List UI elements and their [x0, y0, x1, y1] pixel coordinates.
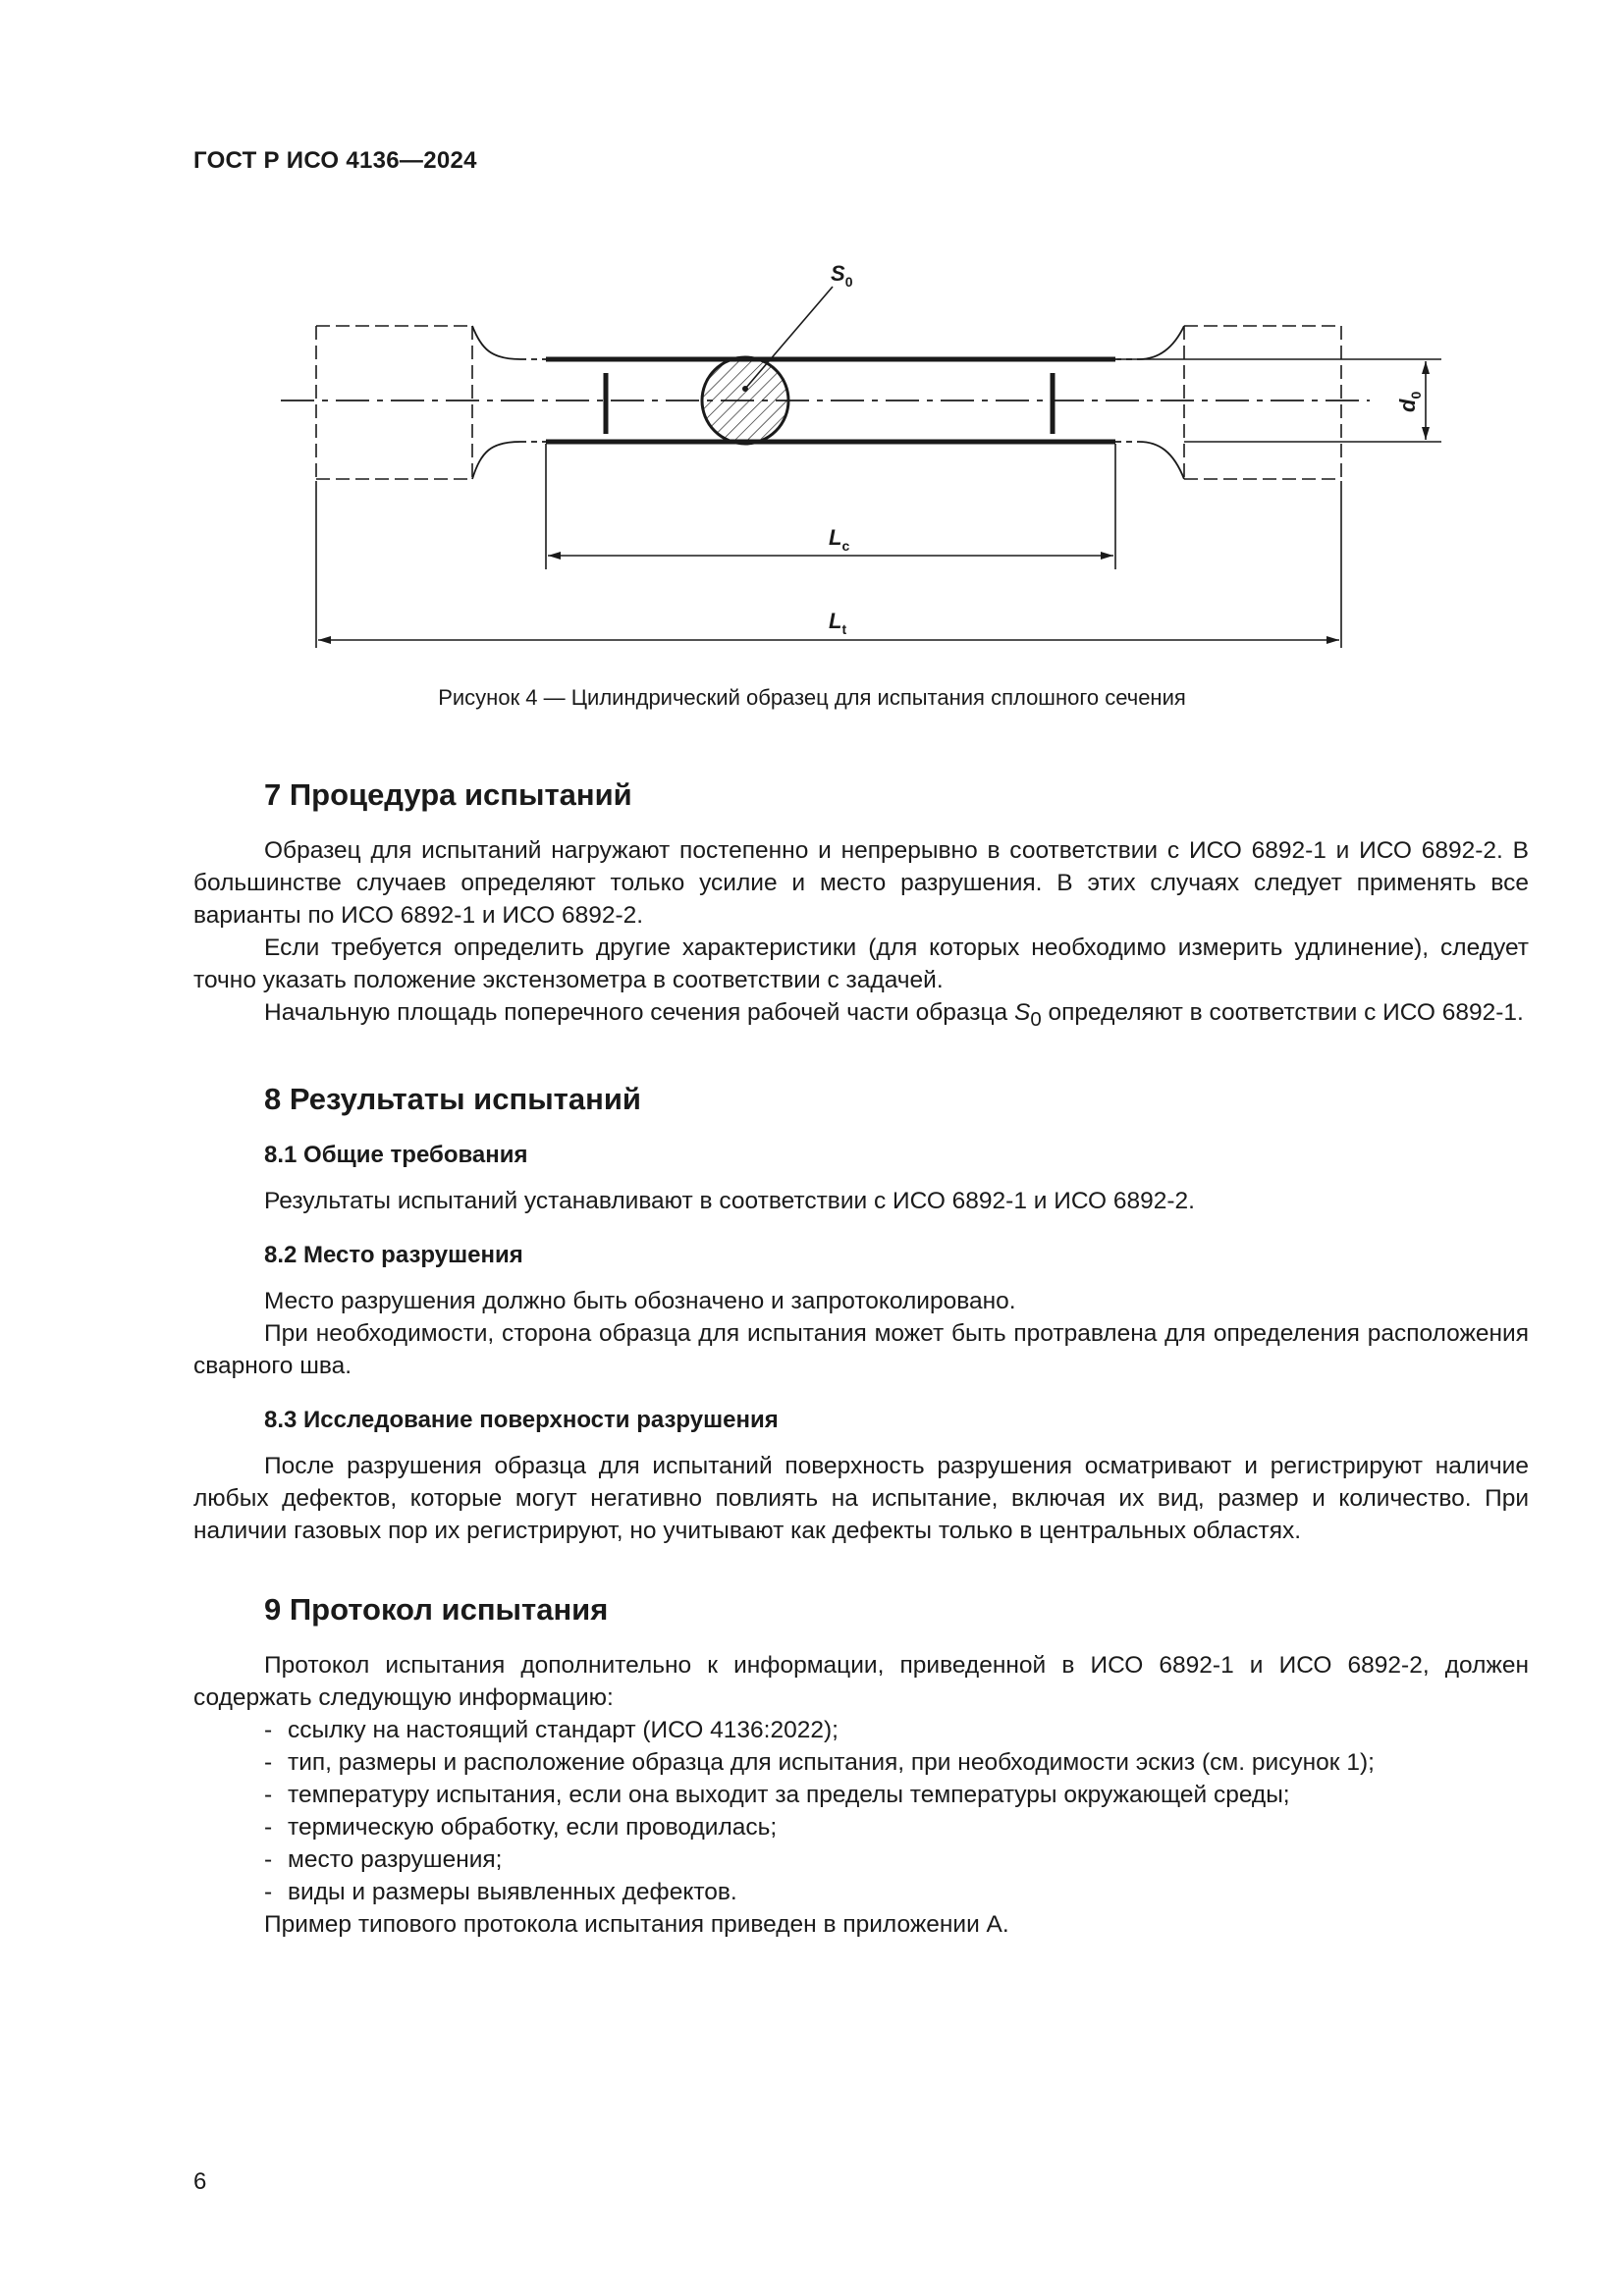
page-header: ГОСТ Р ИСО 4136—2024: [193, 147, 477, 174]
specimen-figure: [0, 245, 1624, 658]
section-8-2-paragraph-2: При необходимости, сторона образца для испытания может быть протравлена для определения расположения сварного шва.: [193, 1319, 1529, 1379]
section-9-intro: Протокол испытания дополнительно к информации, приведенной в ИСО 6892-1 и ИСО 6892-2, должен содержать следующую информацию:: [193, 1651, 1529, 1711]
lc-label: $L_c$: [829, 525, 850, 554]
list-item: - ссылку на настоящий стандарт (ИСО 4136:2022);: [264, 1714, 1529, 1746]
section-7-title: 7 Процедура испытаний: [264, 777, 632, 812]
section-8-1-title: 8.1 Общие требования: [264, 1141, 528, 1168]
section-8-3-title: 8.3 Исследование поверхности разрушения: [264, 1406, 779, 1433]
section-7: [193, 775, 1529, 1037]
section-8-1-paragraph: Результаты испытаний устанавливают в соответствии с ИСО 6892-1 и ИСО 6892-2.: [264, 1187, 1195, 1214]
section-7-paragraph-1: Образец для испытаний нагружают постепенно и непрерывно в соответствии с ИСО 6892-1 и ИСО 6892-2. В большинстве случаев определяют только усилие и место разрушения. В этих случаях следует применять все варианты по ИСО 6892-1 и ИСО 6892-2.: [193, 837, 1529, 929]
section-7-paragraph-2: Если требуется определить другие характеристики (для которых необходимо измерить удлинение), следует точно указать положение экстензометра в соответствии с задачей.: [193, 934, 1529, 993]
section-9-outro: Пример типового протокола испытания приведен в приложении А.: [264, 1910, 1009, 1938]
left-grip: [316, 326, 472, 479]
report-requirements-list: [193, 1714, 1529, 1908]
section-8-2-title: 8.2 Место разрушения: [264, 1241, 523, 1268]
section-7-paragraph-3: Начальную площадь поперечного сечения рабочей части образца $S_0$ определяют в соответствии с ИСО 6892-1.: [264, 999, 1524, 1031]
list-item: - место разрушения;: [264, 1843, 1529, 1876]
document-body: [193, 775, 1529, 1941]
section-9: [193, 1590, 1529, 1941]
list-item: - виды и размеры выявленных дефектов.: [264, 1876, 1529, 1908]
figure-caption: Рисунок 4 — Цилиндрический образец для испытания сплошного сечения: [438, 685, 1186, 710]
list-item: - термическую обработку, если проводилась;: [264, 1811, 1529, 1843]
section-8-3-paragraph: После разрушения образца для испытаний поверхность разрушения осматривают и регистрируют наличие любых дефектов, которые могут негативно повлиять на испытание, включая их вид, размер и количество. При наличии газовых пор их регистрируют, но учитывают как дефекты только в центральных областях.: [193, 1452, 1529, 1544]
section-9-title: 9 Протокол испытания: [264, 1591, 609, 1627]
specimen-drawing: [0, 245, 1624, 658]
page-number: 6: [193, 2168, 207, 2195]
section-8-title: 8 Результаты испытаний: [264, 1081, 641, 1116]
lt-label: $L_t$: [829, 609, 847, 637]
list-item: - температуру испытания, если она выходит за пределы температуры окружающей среды;: [264, 1779, 1529, 1811]
s0-label: $S_0$: [831, 261, 853, 290]
right-grip: [1184, 326, 1341, 479]
cross-section-circle: [702, 357, 788, 444]
list-item: - тип, размеры и расположение образца для испытания, при необходимости эскиз (см. рисунок 1);: [264, 1746, 1529, 1779]
section-8-2-paragraph-1: Место разрушения должно быть обозначено и запротоколировано.: [264, 1287, 1016, 1314]
d0-label: $d_0$: [1395, 391, 1424, 412]
section-8: [193, 1080, 1529, 1547]
